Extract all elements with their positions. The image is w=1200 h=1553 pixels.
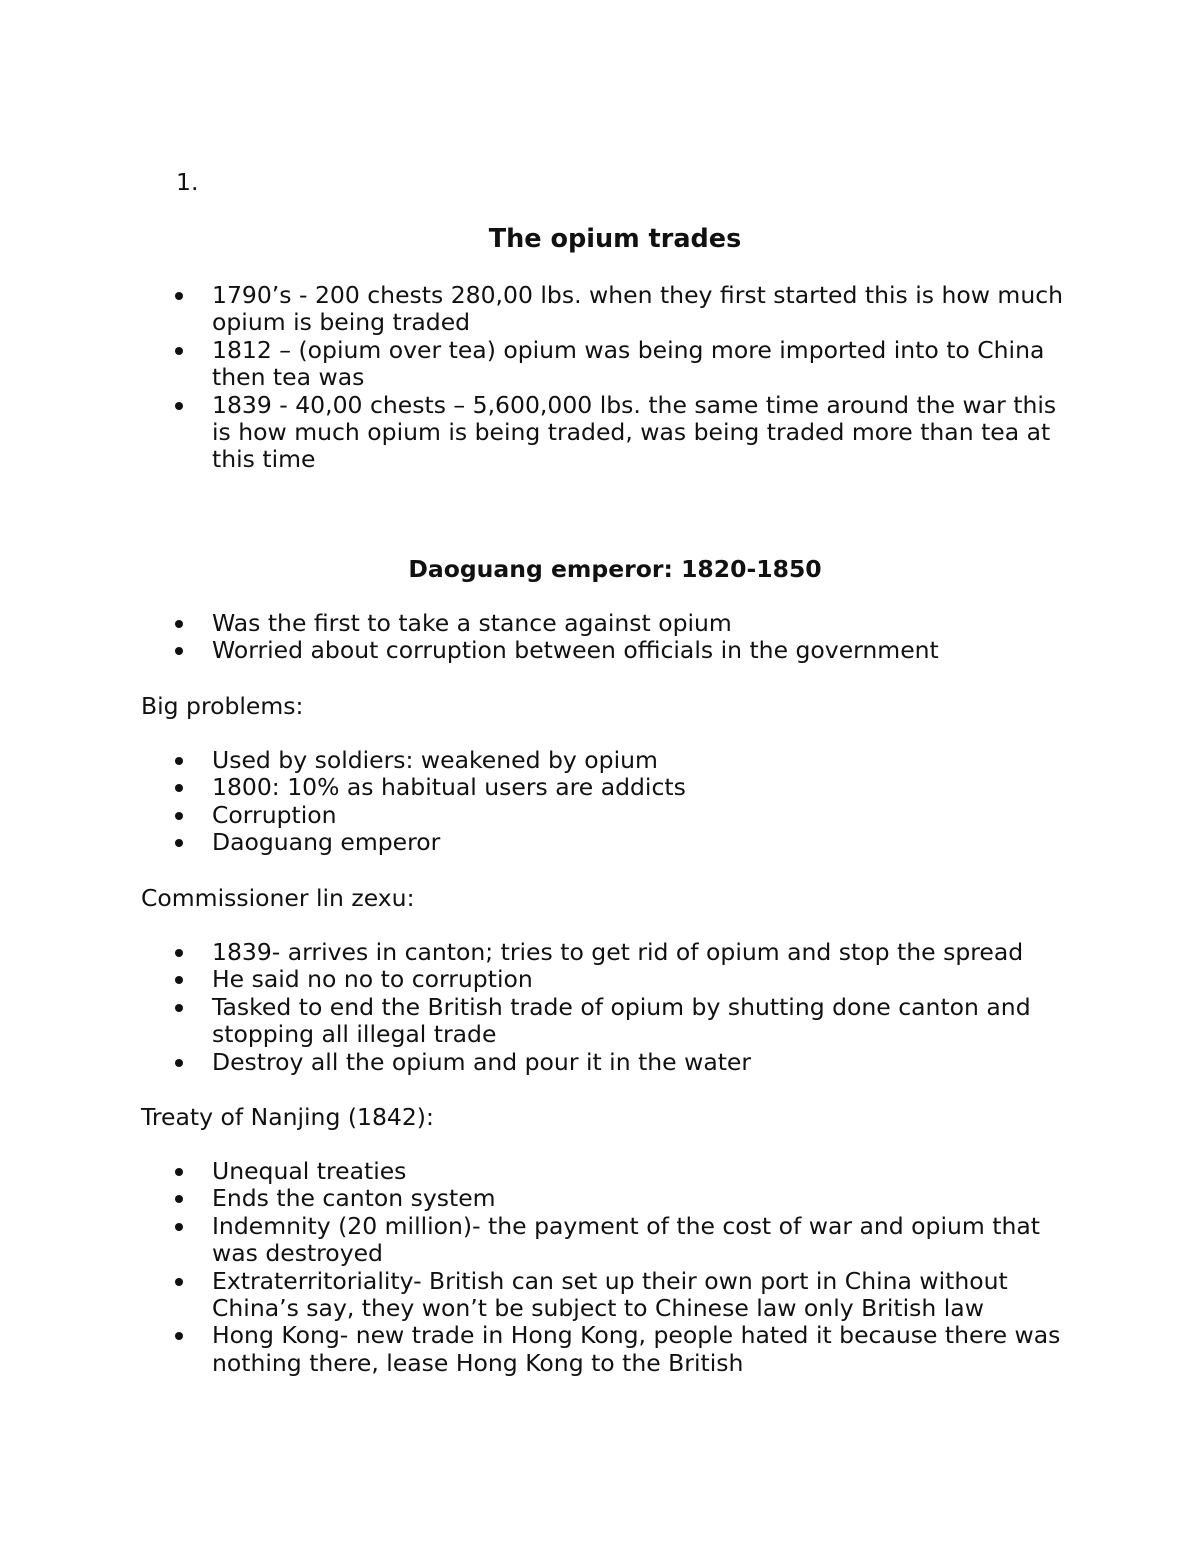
list-item <box>0 610 1200 637</box>
list-item-text: Worried about corruption between officials in the government <box>212 636 939 665</box>
commissioner-heading: Commissioner lin zexu: <box>141 884 415 912</box>
list-item-text: Corruption <box>212 800 337 829</box>
list-item <box>0 747 1200 774</box>
list-item <box>0 392 1200 474</box>
bullet-icon <box>175 812 183 820</box>
list-item <box>0 1213 1200 1268</box>
list-item-text: Ends the canton system <box>212 1184 496 1213</box>
bullet-icon <box>175 1278 183 1286</box>
list-item-text: 1800: 10% as habitual users are addicts <box>212 773 686 802</box>
list-item <box>0 637 1200 664</box>
bullet-icon <box>175 647 183 655</box>
list-item <box>0 774 1200 801</box>
problems-list <box>0 747 1200 857</box>
bullet-icon <box>175 620 183 628</box>
bullet-icon <box>175 1004 183 1012</box>
opium-trade-list <box>0 282 1200 474</box>
list-number: 1. <box>176 168 199 196</box>
list-item <box>0 282 1200 337</box>
bullet-icon <box>175 292 183 300</box>
list-item <box>0 1268 1200 1323</box>
bullet-icon <box>175 402 183 410</box>
list-item-text: Destroy all the opium and pour it in the water <box>212 1047 752 1076</box>
document-title: The opium trades <box>488 224 742 254</box>
bullet-icon <box>175 1168 183 1176</box>
bullet-icon <box>175 839 183 847</box>
list-item <box>0 829 1200 856</box>
bullet-icon <box>175 949 183 957</box>
list-item-text: He said no no to corruption <box>212 965 533 994</box>
list-item-text: Tasked to end the British trade of opium by shutting done canton and stopping all illegal trade <box>212 992 1031 1049</box>
list-item-text: Indemnity (20 million)- the payment of the cost of war and opium that was destroyed <box>212 1211 1040 1268</box>
treaty-heading: Treaty of Nanjing (1842): <box>141 1103 434 1131</box>
list-item-text: Unequal treaties <box>212 1157 407 1185</box>
list-item <box>0 1322 1200 1377</box>
emperor-heading: Daoguang emperor: 1820-1850 <box>408 555 822 583</box>
list-item-text: 1839 - 40,00 chests – 5,600,000 lbs. the same time around the war this is how much opium is being traded, was being traded more than tea at this time <box>212 390 1057 474</box>
list-item <box>0 1158 1200 1185</box>
list-item <box>0 1049 1200 1076</box>
bullet-icon <box>175 1223 183 1231</box>
list-item <box>0 337 1200 392</box>
problems-heading: Big problems: <box>141 692 304 720</box>
bullet-icon <box>175 1059 183 1067</box>
list-item <box>0 939 1200 966</box>
bullet-icon <box>175 976 183 984</box>
bullet-icon <box>175 347 183 355</box>
list-item-text: 1839- arrives in canton; tries to get rid of opium and stop the spread <box>212 938 1024 966</box>
list-item-text: 1812 – (opium over tea) opium was being more imported into to China then tea was <box>212 335 1045 392</box>
bullet-icon <box>175 1195 183 1203</box>
list-item <box>0 966 1200 993</box>
list-item-text: Daoguang emperor <box>212 828 441 857</box>
list-item-text: Used by soldiers: weakened by opium <box>212 746 658 774</box>
list-item-text: Hong Kong- new trade in Hong Kong, people hated it because there was nothing there, lease Hong Kong to the British <box>212 1321 1061 1377</box>
bullet-icon <box>175 784 183 792</box>
bullet-icon <box>175 757 183 765</box>
list-item <box>0 994 1200 1049</box>
list-item <box>0 1185 1200 1212</box>
bullet-icon <box>175 1332 183 1340</box>
list-item-text: 1790’s - 200 chests 280,00 lbs. when they first started this is how much opium is being traded <box>212 281 1064 337</box>
emperor-list <box>0 610 1200 665</box>
commissioner-list <box>0 939 1200 1076</box>
list-item <box>0 802 1200 829</box>
list-item-text: Was the first to take a stance against opium <box>212 609 732 637</box>
treaty-list <box>0 1158 1200 1377</box>
list-item-text: Extraterritoriality- British can set up their own port in China without China’s say, they won’t be subject to Chinese law only British law <box>212 1266 1008 1323</box>
